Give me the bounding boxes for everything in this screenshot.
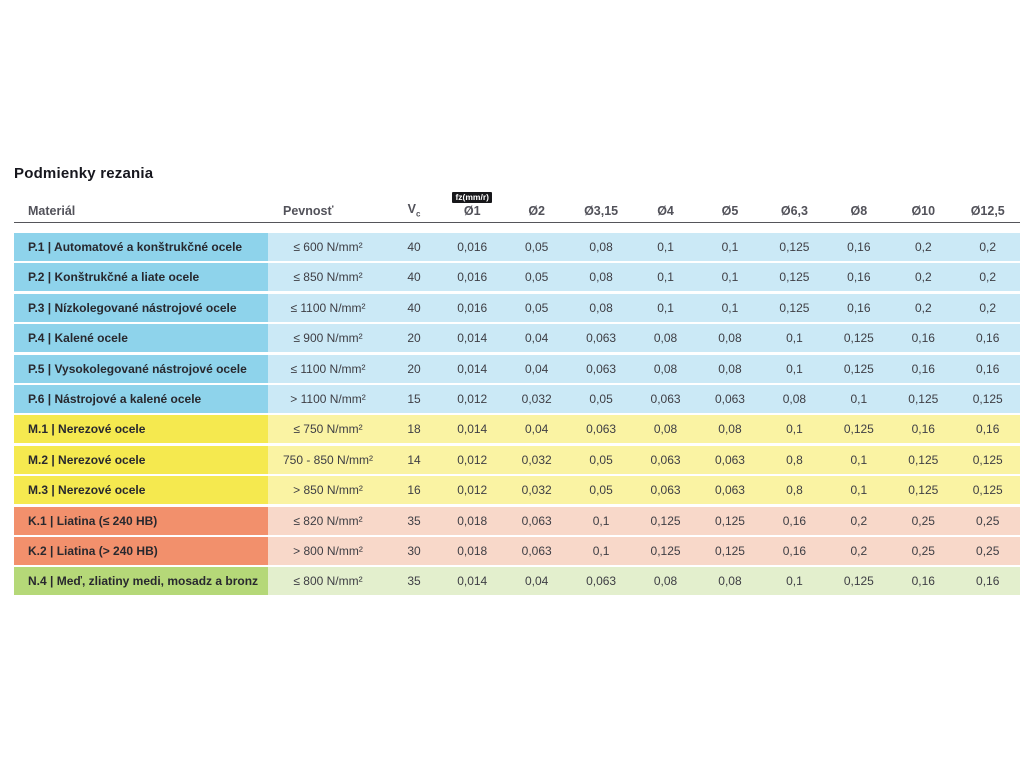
- fz-value-cell: 0,2: [891, 294, 955, 322]
- fz-value-cell: 0,16: [762, 507, 826, 535]
- fz-value-cell: 0,125: [956, 385, 1020, 413]
- fz-value-cell: 0,1: [698, 233, 762, 261]
- fz-value-cell: 0,014: [440, 324, 504, 352]
- fz-value-cell: 0,1: [827, 385, 891, 413]
- fz-value-cell: 0,125: [956, 476, 1020, 504]
- material-cell: P.1 | Automatové a konštrukčné ocele: [14, 233, 268, 261]
- fz-value-cell: 0,2: [956, 294, 1020, 322]
- fz-value-cell: 0,05: [569, 476, 633, 504]
- material-cell: M.3 | Nerezové ocele: [14, 476, 268, 504]
- fz-value-cell: 0,125: [698, 537, 762, 565]
- vc-cell: 20: [388, 324, 440, 352]
- fz-value-cell: 0,25: [956, 507, 1020, 535]
- fz-value-cell: 0,08: [698, 324, 762, 352]
- fz-value-cell: 0,04: [504, 415, 568, 443]
- table-row: [14, 415, 1020, 443]
- fz-value-cell: 0,05: [504, 263, 568, 291]
- header-diameter-3: [569, 205, 633, 219]
- fz-value-cell: 0,16: [891, 355, 955, 383]
- vc-cell: 35: [388, 567, 440, 595]
- fz-value-cell: 0,08: [569, 294, 633, 322]
- fz-value-cell: 0,1: [827, 476, 891, 504]
- fz-value-cell: 0,063: [569, 567, 633, 595]
- diameter-label: Ø12,5: [970, 204, 1005, 219]
- diameter-label: Ø10: [911, 204, 936, 219]
- pevnost-cell: > 1100 N/mm²: [268, 385, 388, 413]
- fz-value-cell: 0,125: [698, 507, 762, 535]
- fz-value-cell: 0,125: [827, 324, 891, 352]
- fz-value-cell: 0,125: [762, 263, 826, 291]
- fz-value-cell: 0,8: [762, 446, 826, 474]
- fz-value-cell: 0,014: [440, 567, 504, 595]
- fz-value-cell: 0,1: [762, 415, 826, 443]
- material-cell: P.2 | Konštrukčné a liate ocele: [14, 263, 268, 291]
- fz-value-cell: 0,08: [698, 355, 762, 383]
- fz-value-cell: 0,016: [440, 294, 504, 322]
- fz-value-cell: 0,25: [891, 507, 955, 535]
- header-diameter-1: [440, 192, 504, 219]
- pevnost-cell: ≤ 1100 N/mm²: [268, 355, 388, 383]
- fz-value-cell: 0,014: [440, 415, 504, 443]
- fz-value-cell: 0,012: [440, 476, 504, 504]
- table-row: [14, 537, 1020, 565]
- fz-value-cell: 0,125: [956, 446, 1020, 474]
- fz-value-cell: 0,05: [569, 446, 633, 474]
- material-cell: P.3 | Nízkolegované nástrojové ocele: [14, 294, 268, 322]
- pevnost-cell: ≤ 800 N/mm²: [268, 567, 388, 595]
- vc-subscript: c: [415, 209, 421, 219]
- fz-value-cell: 0,16: [956, 324, 1020, 352]
- vc-cell: 15: [388, 385, 440, 413]
- fz-value-cell: 0,1: [633, 233, 697, 261]
- pevnost-cell: > 800 N/mm²: [268, 537, 388, 565]
- header-diameter-7: [827, 205, 891, 219]
- fz-value-cell: 0,08: [633, 355, 697, 383]
- fz-value-cell: 0,08: [633, 567, 697, 595]
- fz-value-cell: 0,16: [891, 324, 955, 352]
- diameter-label: Ø2: [528, 204, 545, 219]
- diameter-label: Ø8: [850, 204, 868, 219]
- material-cell: M.2 | Nerezové ocele: [14, 446, 268, 474]
- fz-value-cell: 0,063: [633, 385, 697, 413]
- fz-value-cell: 0,125: [827, 415, 891, 443]
- fz-value-cell: 0,063: [504, 507, 568, 535]
- fz-value-cell: 0,2: [956, 233, 1020, 261]
- fz-value-cell: 0,063: [698, 476, 762, 504]
- table-row: [14, 507, 1020, 535]
- table-row: [14, 355, 1020, 383]
- fz-value-cell: 0,08: [569, 263, 633, 291]
- fz-value-cell: 0,063: [698, 446, 762, 474]
- cutting-conditions-table: [14, 192, 1020, 595]
- fz-value-cell: 0,016: [440, 233, 504, 261]
- fz-value-cell: 0,125: [827, 355, 891, 383]
- fz-value-cell: 0,063: [569, 355, 633, 383]
- fz-value-cell: 0,1: [698, 263, 762, 291]
- fz-value-cell: 0,018: [440, 537, 504, 565]
- fz-value-cell: 0,08: [633, 324, 697, 352]
- fz-value-cell: 0,08: [569, 233, 633, 261]
- pevnost-cell: ≤ 850 N/mm²: [268, 263, 388, 291]
- header-pevnost: Pevnosť: [283, 204, 334, 219]
- material-cell: M.1 | Nerezové ocele: [14, 415, 268, 443]
- table-body: [14, 233, 1020, 595]
- fz-value-cell: 0,05: [504, 294, 568, 322]
- material-cell: P.4 | Kalené ocele: [14, 324, 268, 352]
- diameter-label: Ø4: [657, 204, 674, 219]
- vc-cell: 40: [388, 294, 440, 322]
- table-row: [14, 476, 1020, 504]
- diameter-label: Ø1: [463, 204, 481, 219]
- vc-cell: 18: [388, 415, 440, 443]
- fz-value-cell: 0,125: [891, 385, 955, 413]
- diameter-label: Ø3,15: [584, 204, 619, 219]
- page-title: Podmienky rezania: [14, 165, 154, 182]
- table-row: [14, 294, 1020, 322]
- fz-value-cell: 0,04: [504, 324, 568, 352]
- pevnost-cell: ≤ 600 N/mm²: [268, 233, 388, 261]
- fz-value-cell: 0,08: [698, 415, 762, 443]
- fz-value-cell: 0,018: [440, 507, 504, 535]
- fz-value-cell: 0,012: [440, 446, 504, 474]
- fz-value-cell: 0,16: [827, 294, 891, 322]
- pevnost-cell: ≤ 900 N/mm²: [268, 324, 388, 352]
- fz-value-cell: 0,1: [633, 263, 697, 291]
- fz-value-cell: 0,063: [633, 446, 697, 474]
- fz-value-cell: 0,125: [891, 476, 955, 504]
- pevnost-cell: ≤ 750 N/mm²: [268, 415, 388, 443]
- fz-value-cell: 0,16: [891, 415, 955, 443]
- table-row: [14, 446, 1020, 474]
- table-header: [14, 192, 1020, 223]
- fz-value-cell: 0,012: [440, 385, 504, 413]
- fz-value-cell: 0,08: [633, 415, 697, 443]
- fz-value-cell: 0,04: [504, 567, 568, 595]
- fz-value-cell: 0,25: [956, 537, 1020, 565]
- material-cell: K.2 | Liatina (> 240 HB): [14, 537, 268, 565]
- fz-value-cell: 0,16: [827, 233, 891, 261]
- fz-value-cell: 0,014: [440, 355, 504, 383]
- pevnost-cell: ≤ 1100 N/mm²: [268, 294, 388, 322]
- fz-value-cell: 0,16: [956, 415, 1020, 443]
- fz-value-cell: 0,16: [762, 537, 826, 565]
- fz-value-cell: 0,8: [762, 476, 826, 504]
- fz-unit-badge: fz(mm/r): [452, 192, 492, 203]
- table-row: [14, 263, 1020, 291]
- header-vc: [388, 203, 440, 219]
- fz-value-cell: 0,16: [891, 567, 955, 595]
- diameter-label: Ø5: [721, 204, 739, 219]
- material-cell: K.1 | Liatina (≤ 240 HB): [14, 507, 268, 535]
- fz-value-cell: 0,1: [698, 294, 762, 322]
- fz-value-cell: 0,125: [633, 507, 697, 535]
- header-diameter-9: [956, 205, 1020, 219]
- table-row: [14, 324, 1020, 352]
- vc-cell: 40: [388, 233, 440, 261]
- fz-value-cell: 0,1: [762, 324, 826, 352]
- vc-cell: 16: [388, 476, 440, 504]
- fz-value-cell: 0,2: [956, 263, 1020, 291]
- pevnost-cell: > 850 N/mm²: [268, 476, 388, 504]
- fz-value-cell: 0,16: [827, 263, 891, 291]
- fz-value-cell: 0,16: [956, 355, 1020, 383]
- fz-value-cell: 0,04: [504, 355, 568, 383]
- fz-value-cell: 0,125: [827, 567, 891, 595]
- material-cell: N.4 | Meď, zliatiny medi, mosadz a bronz: [14, 567, 268, 595]
- fz-value-cell: 0,08: [698, 567, 762, 595]
- fz-value-cell: 0,05: [569, 385, 633, 413]
- pevnost-cell: ≤ 820 N/mm²: [268, 507, 388, 535]
- material-cell: P.6 | Nástrojové a kalené ocele: [14, 385, 268, 413]
- fz-value-cell: 0,063: [569, 415, 633, 443]
- fz-value-cell: 0,032: [504, 446, 568, 474]
- fz-value-cell: 0,016: [440, 263, 504, 291]
- material-cell: P.5 | Vysokolegované nástrojové ocele: [14, 355, 268, 383]
- fz-value-cell: 0,063: [698, 385, 762, 413]
- fz-value-cell: 0,125: [762, 233, 826, 261]
- vc-cell: 40: [388, 263, 440, 291]
- vc-label: V: [407, 201, 416, 216]
- fz-value-cell: 0,25: [891, 537, 955, 565]
- header-diameter-8: [891, 205, 955, 219]
- header-diameter-2: [504, 205, 568, 219]
- fz-value-cell: 0,125: [762, 294, 826, 322]
- diameter-label: Ø6,3: [780, 204, 808, 219]
- fz-value-cell: 0,1: [569, 537, 633, 565]
- pevnost-cell: 750 - 850 N/mm²: [268, 446, 388, 474]
- fz-value-cell: 0,125: [891, 446, 955, 474]
- fz-value-cell: 0,2: [827, 537, 891, 565]
- fz-value-cell: 0,08: [762, 385, 826, 413]
- fz-value-cell: 0,063: [569, 324, 633, 352]
- vc-cell: 14: [388, 446, 440, 474]
- fz-value-cell: 0,2: [891, 263, 955, 291]
- fz-value-cell: 0,032: [504, 476, 568, 504]
- header-diameter-6: [762, 205, 826, 219]
- fz-value-cell: 0,1: [827, 446, 891, 474]
- table-row: [14, 233, 1020, 261]
- fz-value-cell: 0,125: [633, 537, 697, 565]
- header-material: Materiál: [28, 204, 76, 219]
- header-diameter-5: [698, 205, 762, 219]
- fz-value-cell: 0,16: [956, 567, 1020, 595]
- table-row: [14, 385, 1020, 413]
- fz-value-cell: 0,032: [504, 385, 568, 413]
- vc-cell: 35: [388, 507, 440, 535]
- table-row: [14, 567, 1020, 595]
- header-diameter-4: [633, 205, 697, 219]
- fz-value-cell: 0,1: [633, 294, 697, 322]
- vc-cell: 20: [388, 355, 440, 383]
- fz-value-cell: 0,2: [891, 233, 955, 261]
- fz-value-cell: 0,2: [827, 507, 891, 535]
- vc-cell: 30: [388, 537, 440, 565]
- fz-value-cell: 0,1: [762, 355, 826, 383]
- fz-value-cell: 0,1: [762, 567, 826, 595]
- fz-value-cell: 0,063: [504, 537, 568, 565]
- fz-value-cell: 0,1: [569, 507, 633, 535]
- fz-value-cell: 0,063: [633, 476, 697, 504]
- fz-value-cell: 0,05: [504, 233, 568, 261]
